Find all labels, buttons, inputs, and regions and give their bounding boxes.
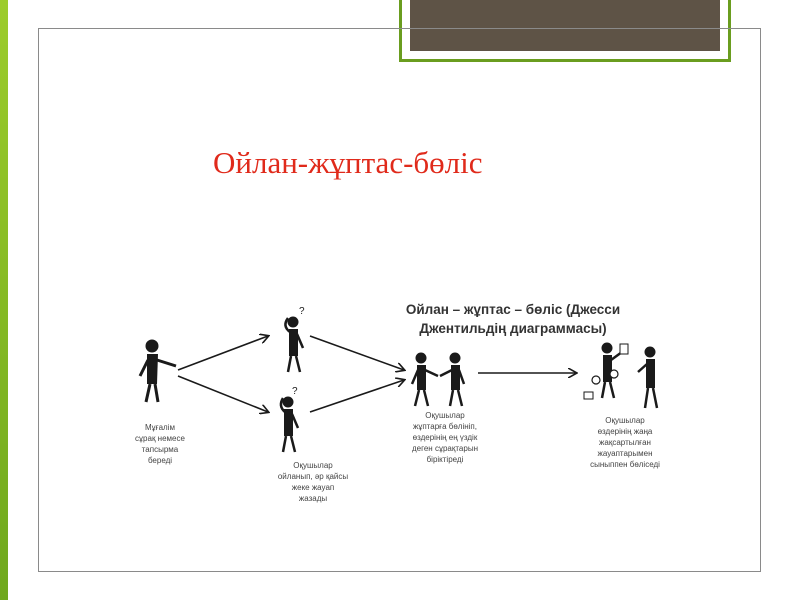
svg-text:?: ? xyxy=(299,306,305,317)
caption-line: жақсартылған xyxy=(599,438,651,447)
caption-line: тапсырма xyxy=(141,445,179,454)
thinking-student-top xyxy=(285,306,305,372)
arrow-teacher-to-think-bottom xyxy=(178,376,268,412)
caption-line: жауаптарымен xyxy=(597,449,653,458)
diagram-title-line1: Ойлан – жұптас – бөліс (Джесси xyxy=(405,302,621,317)
caption-line: өздерінің ең үздік xyxy=(412,433,478,442)
caption-think xyxy=(248,460,378,504)
caption-line: Оқушылар xyxy=(605,416,645,425)
caption-line: өздерінің жаңа xyxy=(597,427,653,436)
caption-line: жеке жауап xyxy=(291,483,335,492)
caption-pair xyxy=(380,410,510,465)
caption-line: жазады xyxy=(298,494,328,503)
caption-line: Оқушылар xyxy=(425,411,465,420)
caption-line: Оқушылар xyxy=(293,461,333,470)
caption-line: сыныппен бөліседі xyxy=(590,460,660,469)
arrow-think-top-to-pair xyxy=(310,336,404,370)
diagram-title-line2: Джентильдің диаграммасы) xyxy=(419,321,607,336)
caption-line: Мұғалім xyxy=(145,423,175,432)
caption-share xyxy=(555,415,695,470)
sharing-students xyxy=(584,343,657,408)
caption-line: біріктіреді xyxy=(426,455,464,464)
teacher-figure xyxy=(140,340,176,402)
caption-line: сұрақ немесе xyxy=(135,434,185,443)
caption-line: ойланып, әр қайсы xyxy=(277,472,349,481)
slide-title: Ойлан-жұптас-бөліс xyxy=(213,145,483,180)
caption-line: деген сұрақтарын xyxy=(412,444,478,453)
caption-line: береді xyxy=(147,456,173,465)
arrow-teacher-to-think-top xyxy=(178,336,268,370)
caption-line: жұптарға бөлініп, xyxy=(413,422,477,431)
svg-text:?: ? xyxy=(292,386,298,397)
pair-students xyxy=(412,353,464,406)
arrow-think-bottom-to-pair xyxy=(310,380,404,412)
thinking-student-bottom xyxy=(281,386,298,452)
caption-teacher xyxy=(100,422,220,466)
